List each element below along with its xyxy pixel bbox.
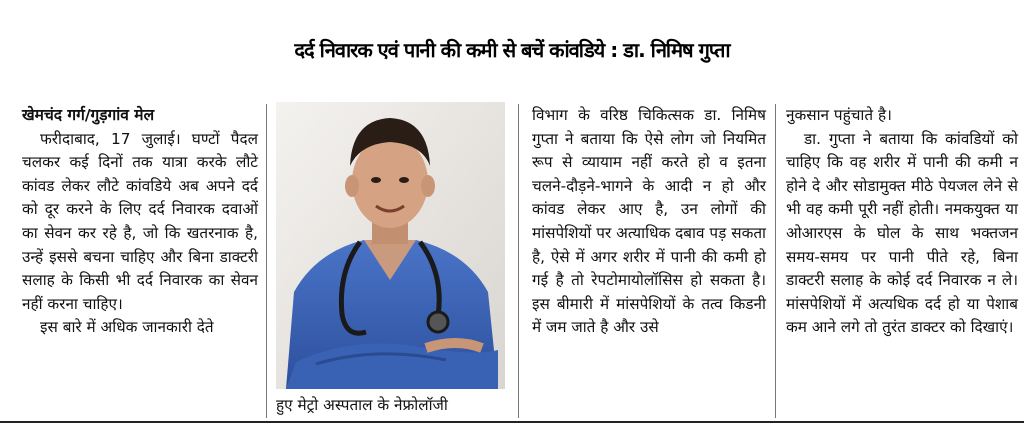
byline: खेमचंद गर्ग/गुड़गांव मेल [22,106,155,124]
column3-paragraph-1: विभाग के वरिष्ठ चिकित्सक डा. निमिष गुप्ता ने बताया कि ऐसे लोग जो नियमित रूप से व्यायाम नहीं करते हो व इतना चलने-दौड़ने-भागने के आदी न हो और कांवड लेकर आए है, उन लोगों की मांसपेशियों पर अत्याधिक दबाव पड़ सकता है, ऐसे में अगर शरीर में पानी की कमी हो गई है तो रेपटोमायोलॉसिस हो सकता है। इस बीमारी में मांसपेशियों के तत्व किडनी में जम जाते है और उसे [532,106,766,337]
column-divider [775,104,776,418]
headline: दर्द निवारक एवं पानी की कमी से बचें कांवडिये : डा. निमिष गुप्ता [294,37,730,62]
doctor-photo [276,102,505,389]
column1-paragraph-1: फरीदाबाद, 17 जुलाई। घण्टों पैदल चलकर कई दिनों तक यात्रा करके लौटे कांवड लेकर लौटे कांवडिये अब अपने दर्द को दूर करने के लिए दर्द निवारक दवाओं का सेवन कर रहे है, जो कि खतरनाक है, उन्हें इससे बचना चाहिए और बिना डाक्टरी सलाह के किसी भी दर्द निवारक का सेवन नहीं करना चाहिए। [22,129,258,313]
article-column-3 [532,104,766,340]
column4-paragraph-2: डा. गुप्ता ने बताया कि कांवडियों को चाहिए कि वह शरीर में पानी की कमी न होने दे और सोडामुक्त मीठे पेयजल लेने से भी वह कमी पूरी नहीं होती। नमकयुक्त या ओआरएस के घोल के साथ भक्तजन समय-समय पर पानी पीते रहे, बिना डाक्टरी सलाह के कोई दर्द निवारक न ले। मांसपेशियों में अत्यधिक दर्द हो या पेशाब कम आने लगे तो तुरंत डाक्टर को दिखाएं। [786,129,1018,337]
column-divider [266,104,267,418]
column1-paragraph-2: इस बारे में अधिक जानकारी देते [40,318,214,337]
doctor-portrait-image [276,102,505,389]
article-column-1 [22,104,258,340]
article-column-4 [786,104,1018,340]
bottom-rule [0,421,1024,423]
column4-paragraph-1: नुकसान पहुंचाते है। [786,106,892,124]
photo-caption-continuation: हुए मेट्रो अस्पताल के नेफ्रोलॉजी [276,396,448,414]
column-divider [518,104,519,418]
